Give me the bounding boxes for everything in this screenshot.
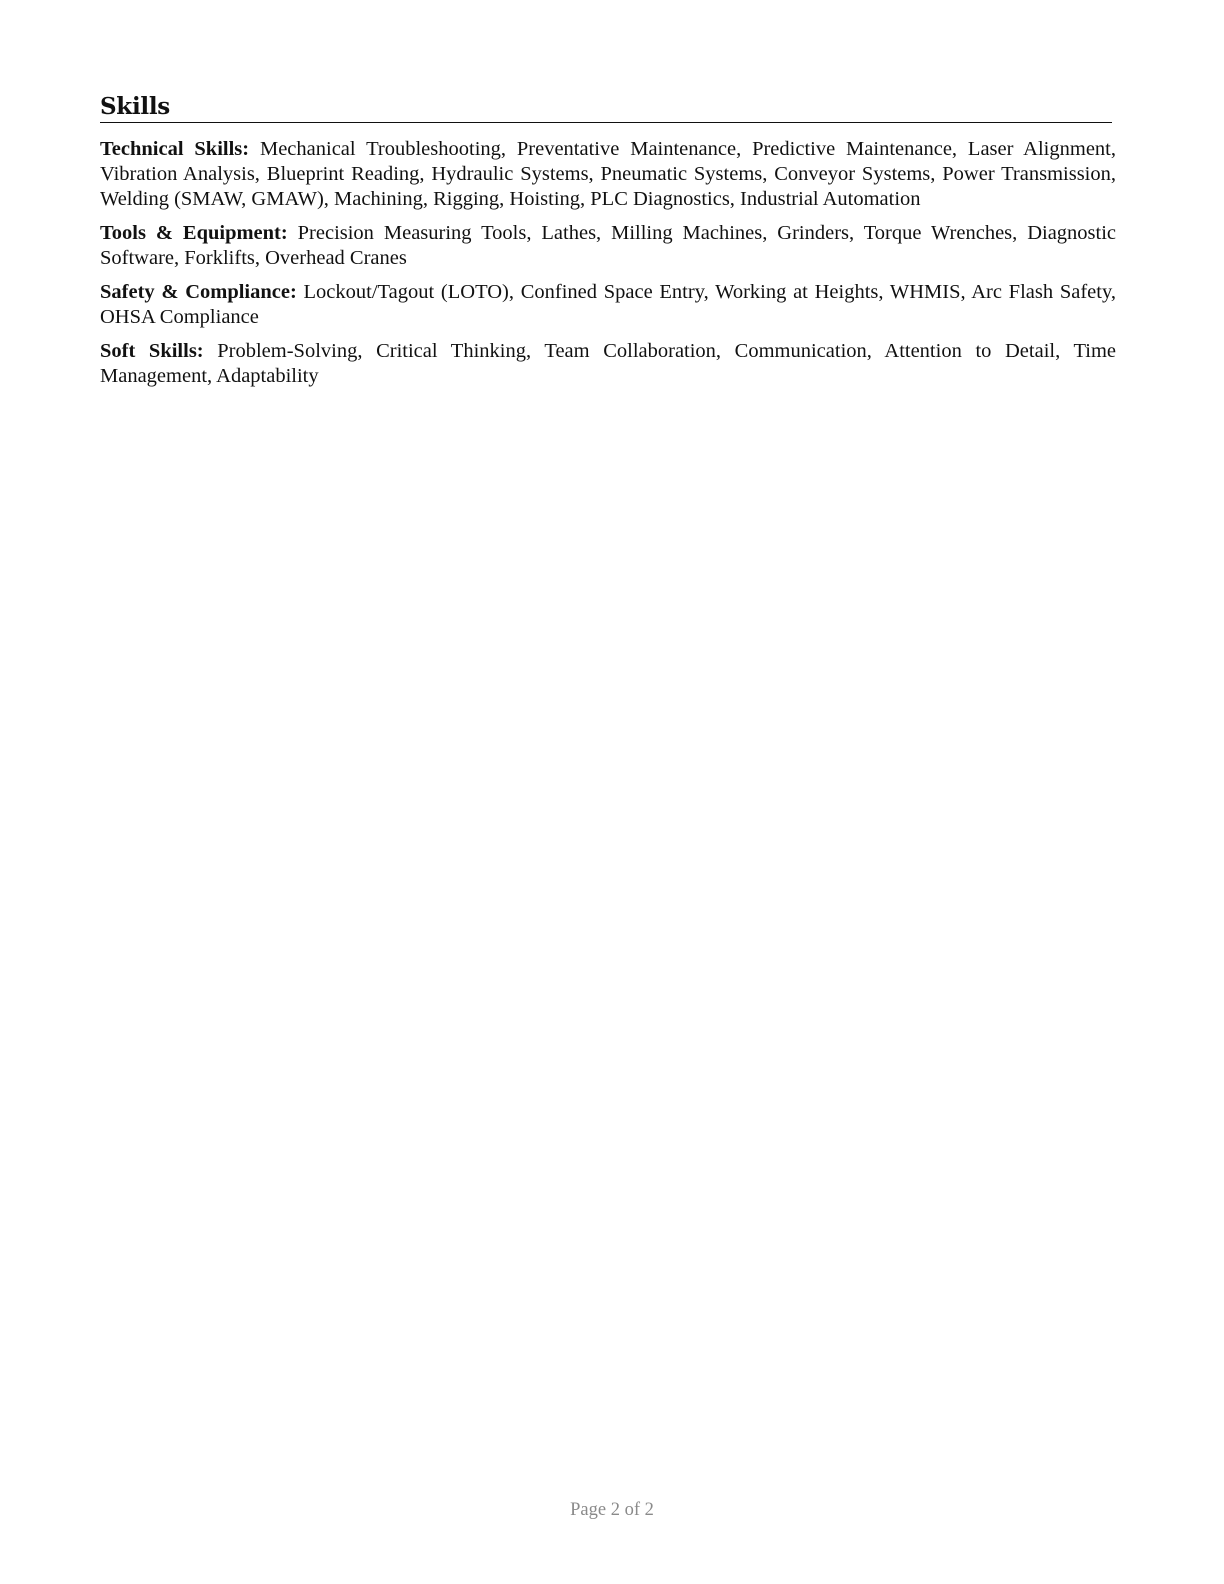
skill-group-technical bbox=[100, 137, 1116, 212]
skill-group-label: Tools & Equipment: bbox=[100, 222, 288, 244]
skill-group-text: Lockout/Tagout (LOTO), Confined Space Entry, Working at Heights, WHMIS, Arc Flash Safety, OHSA Compliance bbox=[100, 281, 1116, 328]
skill-group-label: Technical Skills: bbox=[100, 138, 250, 160]
skill-group-text: Mechanical Troubleshooting, Preventative Maintenance, Predictive Maintenance, Laser Alignment, Vibration Analysis, Blueprint Reading, Hydraulic Systems, Pneumatic Systems, Conveyor Systems, Power Transmission, Welding (SMAW, GMAW), Machining, Rigging, Hoisting, PLC Diagnostics, Industrial Automation bbox=[100, 138, 1116, 210]
section-title-skills: Skills bbox=[100, 92, 1112, 123]
skill-group-soft bbox=[100, 339, 1116, 389]
skill-group-safety bbox=[100, 280, 1116, 330]
skill-group-label: Safety & Compliance: bbox=[100, 281, 297, 303]
skill-group-text: Precision Measuring Tools, Lathes, Milling Machines, Grinders, Torque Wrenches, Diagnostic Software, Forklifts, Overhead Cranes bbox=[100, 222, 1117, 269]
page-number-footer: Page 2 of 2 bbox=[570, 1500, 654, 1520]
document-page bbox=[100, 92, 1116, 389]
skill-group-label: Soft Skills: bbox=[100, 340, 204, 362]
skill-group-text: Problem-Solving, Critical Thinking, Team Collaboration, Communication, Attention to Detail, Time Management, Adaptability bbox=[100, 340, 1117, 387]
skill-group-tools bbox=[100, 221, 1116, 271]
